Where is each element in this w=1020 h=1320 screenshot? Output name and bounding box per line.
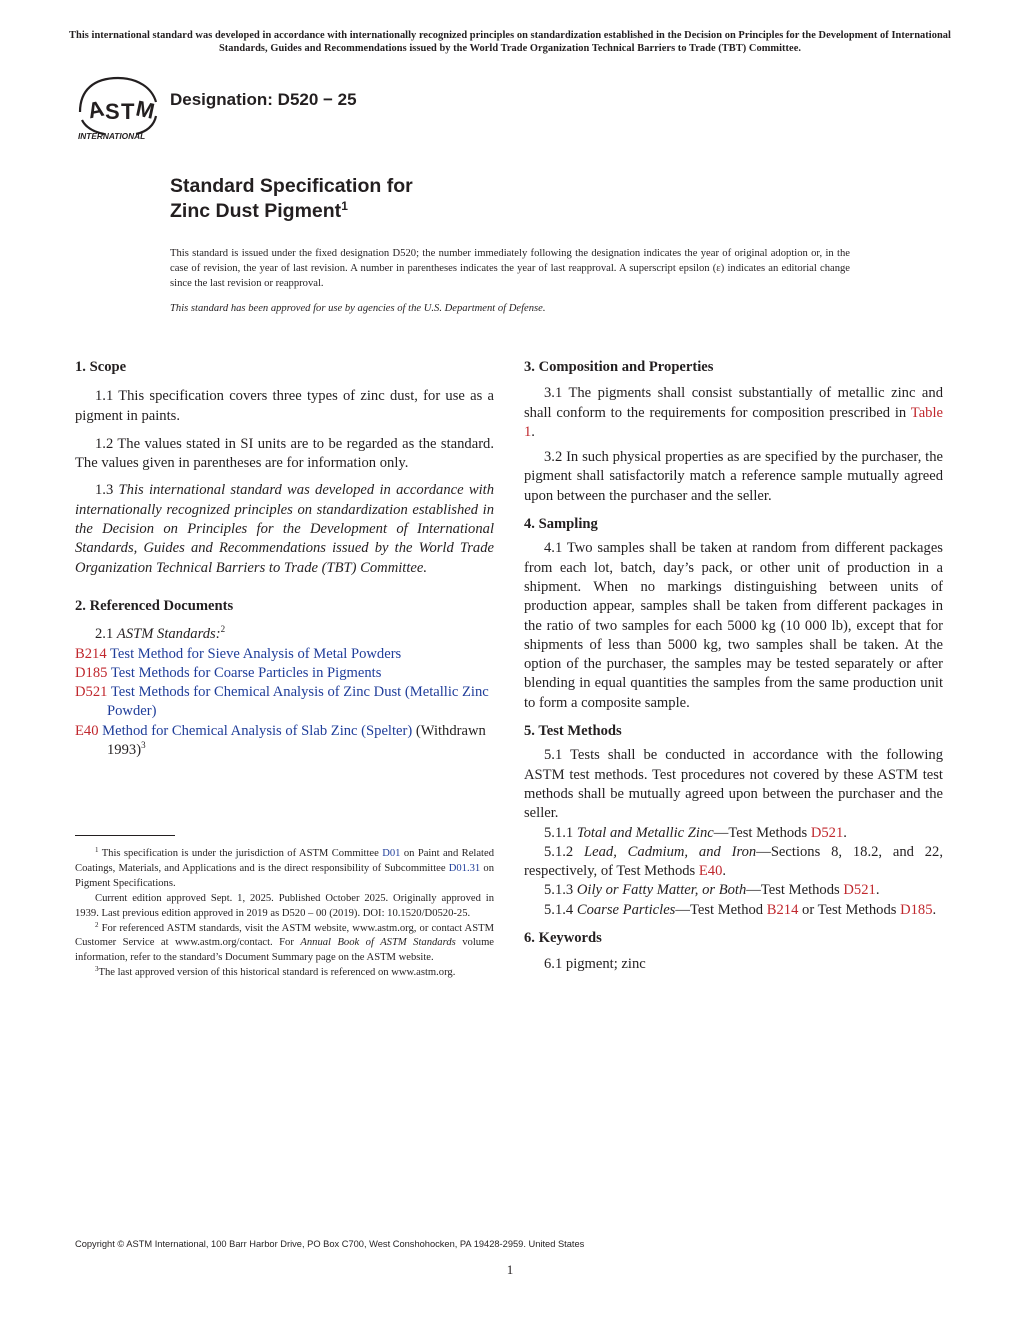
dod-note: This standard has been approved for use by agencies of the U.S. Department of Defense. (170, 303, 546, 314)
tm-link[interactable]: D521 (810, 824, 844, 841)
footnote-3 (75, 966, 494, 981)
reference-title-link[interactable]: Test Methods for Chemical Analysis of Zinc Dust (Metallic Zinc Powder) (107, 684, 489, 720)
test-methods-5-1: 5.1 Tests shall be conducted in accordance with the following ASTM test methods. Test procedures not covered by these ASTM test methods shall be mutually agreed upon between the purchaser and the seller. (524, 747, 943, 822)
footnotes (75, 835, 494, 981)
ref-2-1-sup[interactable]: 2 (220, 624, 226, 635)
table-1-link[interactable]: Table 1 (524, 404, 943, 440)
fn1-text-c: on Pigment Specifications. (75, 862, 494, 889)
fn2-text-b: volume information, refer to the standard’s Document Summary page on the ASTM website. (75, 937, 495, 964)
scope-1-1: 1.1 This specification covers three types of zinc dust, for use as a pigment in paints. (75, 388, 494, 424)
sampling-4-1: 4.1 Two samples shall be taken at random from different packages from each lot, batch, day’s pack, or other unit of production in a shipment. When no markings distinguishing between units of production appear, samples shall be taken from different packages in the ratio of two samples for each 5000 kg (10 000 lb), except that for shipments of less than 5000 kg, two samples shall be taken. At the option of the purchaser, the samples may be tested separately or after blending in equal quantities the samples from the same production unit to form a composite sample. (524, 540, 943, 711)
section-heading-composition: 3. Composition and Properties (524, 359, 714, 375)
logo-subtitle: INTERNATIONAL (78, 131, 146, 141)
test-method-5-1-4 (524, 901, 943, 920)
tm-5-1-4-link-d185[interactable]: D185 (900, 901, 933, 918)
fn1-link-d0131[interactable]: D01.31 (448, 862, 481, 874)
tm-end: . (722, 863, 727, 880)
tm-link[interactable]: D521 (843, 882, 876, 899)
page-number: 1 (506, 1262, 514, 1277)
tm-text: —Test Methods (746, 882, 840, 899)
ref-2-1-text: ASTM Standards: (116, 626, 221, 643)
composition-3-2: 3.2 In such physical properties as are specified by the purchaser, the pigment shall satisfactorily match a reference sample mutually agreed upon between the purchaser and the seller. (524, 449, 943, 504)
fn1-text-b: on Paint and Related Coatings, Materials, and Applications and is the direct responsibility of Subcommittee (75, 848, 495, 874)
reference-note: (Withdrawn 1993) (107, 722, 486, 759)
tm-text: —Sections 8, 18.2, and 22, respectively, of Test Methods (524, 843, 944, 880)
tm-subject: Lead, Cadmium, and Iron (584, 843, 757, 860)
tm-text: —Test Methods (713, 824, 808, 841)
tm-5-1-4-text: —Test Method (675, 901, 764, 918)
fn2-text-a: For referenced ASTM standards, visit the ASTM website, www.astm.org, or contact ASTM Customer Service at www.astm.org/contact. For (75, 922, 494, 949)
reference-code-link[interactable]: D185 (75, 664, 108, 681)
tm-num: 5.1.3 (544, 882, 574, 899)
fn1-mark: 1 (95, 846, 99, 854)
footnote-2 (75, 922, 494, 967)
footnote-1 (75, 847, 494, 892)
tm-num: 5.1.2 (544, 843, 574, 860)
tm-5-1-4-num: 5.1.4 (544, 901, 574, 918)
reference-item (75, 722, 494, 761)
section-heading-test-methods: 5. Test Methods (524, 723, 622, 740)
test-method-list (524, 824, 943, 901)
keywords-6-1: 6.1 pigment; zinc (544, 956, 646, 973)
tm-5-1-4-link-b214[interactable]: B214 (766, 901, 799, 918)
ref-2-1-num: 2.1 (95, 626, 114, 643)
reference-title-link[interactable]: Test Method for Sieve Analysis of Metal Powders (110, 645, 402, 662)
tm-end: . (843, 824, 847, 841)
composition-3-1 (524, 384, 943, 442)
section-heading-sampling: 4. Sampling (524, 516, 598, 533)
scope-1-3-num: 1.3 (95, 482, 114, 499)
fn2-annual-book: Annual Book of ASTM Standards (300, 937, 456, 949)
tm-5-1-4-end: . (932, 901, 937, 918)
reference-item (75, 664, 494, 683)
scope-1-2: 1.2 The values stated in SI units are to be regarded as the standard. The values given in parentheses are for information only. (75, 435, 494, 472)
tm-5-1-4-subject: Coarse Particles (576, 901, 676, 918)
svg-text:S: S (105, 99, 120, 124)
wto-notice: This international standard was developed in accordance with internationally recognized principles on standardization established in the Decision on Principles for the Development of International Standards, Guides and Recommendations issued by the World Trade Organization Technical Barriers to Trade (TBT) Committee. (69, 30, 951, 54)
reference-title-link[interactable]: Method for Chemical Analysis of Slab Zinc (Spelter) (102, 722, 413, 739)
astm-logo-icon (74, 72, 162, 142)
composition-3-1-text: 3.1 The pigments shall consist substantially of metallic zinc and shall conform to the requirements for composition prescribed in (524, 385, 943, 421)
tm-subject: Oily or Fatty Matter, or Both (576, 882, 747, 899)
reference-note-sup[interactable]: 3 (141, 740, 146, 751)
right-column (524, 358, 943, 975)
fn3-text: The last approved version of this historical standard is referenced on www.astm.org. (98, 967, 456, 979)
reference-item (75, 645, 494, 664)
fn3-mark: 3 (95, 965, 99, 974)
reference-title-link[interactable]: Test Methods for Coarse Particles in Pigments (110, 664, 382, 681)
issued-statement: This standard is issued under the fixed designation D520; the number immediately following the designation indicates the year of original adoption or, in the case of revision, the year of last revision. A number in parentheses indicates the year of last reapproval. A superscript epsilon (ε) indicates an editorial change since the last revision or reapproval. (170, 248, 850, 289)
astm-logo (74, 72, 162, 142)
title-line-1: Standard Specification for (170, 175, 413, 197)
reference-list (75, 645, 494, 761)
fn2-mark: 2 (95, 920, 99, 929)
svg-text:T: T (121, 99, 135, 124)
standard-title (170, 174, 413, 224)
tm-5-1-4-mid: or Test Methods (802, 901, 897, 918)
reference-code-link[interactable]: E40 (75, 722, 99, 739)
reference-item (75, 683, 494, 722)
title-line-2: Zinc Dust Pigment (170, 200, 342, 222)
section-heading-referenced: 2. Referenced Documents (75, 597, 234, 614)
svg-text:M: M (133, 95, 157, 124)
left-column (75, 358, 494, 760)
reference-code-link[interactable]: B214 (75, 645, 107, 662)
section-heading-keywords: 6. Keywords (524, 930, 602, 947)
title-footnote-mark[interactable]: 1 (341, 199, 348, 213)
tm-end: . (875, 882, 880, 899)
footnote-rule (75, 835, 175, 836)
svg-text:A: A (85, 95, 107, 124)
composition-3-1-end: . (531, 423, 535, 440)
tm-link[interactable]: E40 (698, 863, 723, 880)
section-heading-scope: 1. Scope (75, 359, 127, 375)
scope-1-3 (75, 481, 494, 577)
footnote-1-edition: Current edition approved Sept. 1, 2025. Published October 2025. Originally approved in 1939. Last previous edition approved in 2019 as D520 – 00 (2019). DOI: 10.1520/D0520-25. (75, 892, 494, 919)
fn1-text-a: This specification is under the jurisdiction of ASTM Committee (101, 848, 379, 859)
test-method-item (524, 843, 943, 882)
test-method-item (524, 824, 943, 843)
fn1-link-d01[interactable]: D01 (382, 848, 401, 859)
reference-code-link[interactable]: D521 (75, 684, 108, 701)
copyright: Copyright © ASTM International, 100 Barr Harbor Drive, PO Box C700, West Conshohocken, PA 19428-2959. United States (75, 1239, 585, 1249)
tm-subject: Total and Metallic Zinc (576, 824, 714, 841)
ref-2-1 (75, 625, 494, 644)
scope-1-3-text: This international standard was developed in accordance with internationally recognized principles on standardization established in the Decision on Principles for the Development of International Standards, Guides and Recommendations issued by the World Trade Organization Technical Barriers to Trade (TBT) Committee. (75, 482, 495, 576)
test-method-item (524, 881, 943, 900)
designation: Designation: D520 − 25 (170, 90, 357, 109)
tm-num: 5.1.1 (544, 824, 574, 841)
